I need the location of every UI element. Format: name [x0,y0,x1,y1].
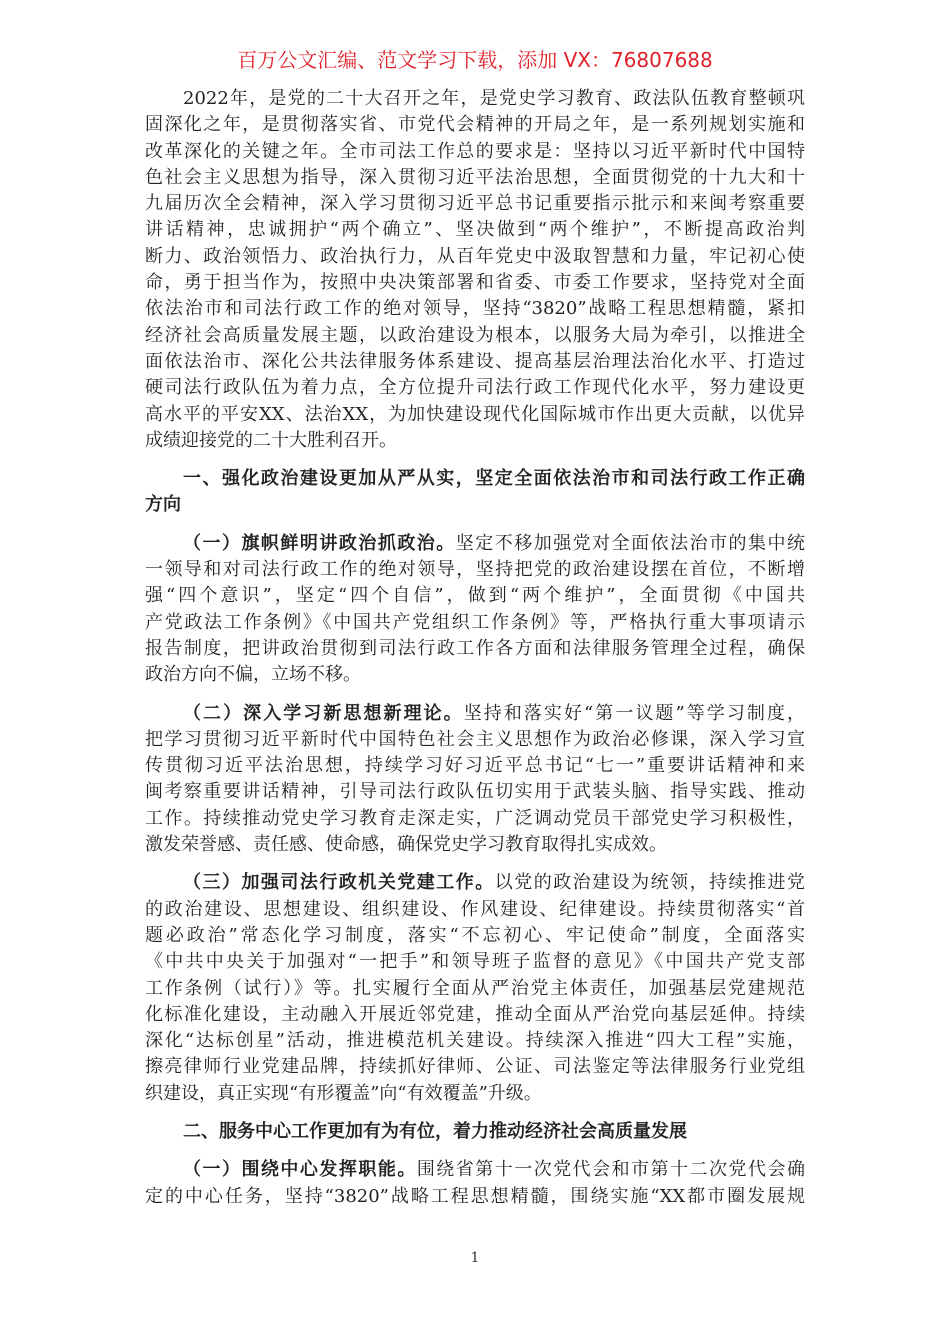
line-text: 围绕省第十一次党代会和市第十二次党代会确 [416,1159,806,1181]
text-line [145,583,805,609]
text-line [145,531,805,557]
text-line [145,701,805,727]
line-text: 工作条例（试行）》等。扎实履行全面从严治党主体责任，加强基层党建规范 [145,977,805,999]
text-line [145,165,805,191]
line-text: 二、服务中心工作更加有为有位，着力推动经济社会高质量发展 [183,1120,687,1142]
section-heading [145,466,805,519]
line-text: 题必政治”常态化学习制度，落实“不忘初心、牢记使命”制度，全面落实 [145,924,805,946]
line-text: 化标准化建设，主动融入开展近邻党建，推动全面从严治党向基层延伸。持续 [145,1003,805,1025]
text-line [145,923,805,949]
text-line [145,1157,805,1183]
text-line [145,806,805,832]
page-number: 1 [470,1250,480,1266]
line-text: 方向 [145,494,181,516]
line-text: 成绩迎接党的二十大胜利召开。 [145,429,397,451]
text-line [145,349,805,375]
line-text: 九届历次全会精神，深入学习贯彻习近平总书记重要指示批示和来闽考察重要 [145,193,805,215]
text-line [145,832,805,858]
text-line [145,1028,805,1054]
line-text: 织建设，真正实现“有形覆盖”向“有效覆盖”升级。 [145,1082,542,1104]
line-text: 擦亮律师行业党建品牌，持续抓好律师、公证、司法鉴定等法律服务行业党组 [145,1056,805,1078]
text-line [145,870,805,896]
line-text: 强“四个意识”，坚定“四个自信”，做到“两个维护”，全面贯彻《中国共 [145,585,805,607]
document-body [145,86,805,1222]
text-line [145,112,805,138]
paragraph-lead: （一）围绕中心发挥职能。 [183,1159,417,1181]
line-text: 一领导和对司法行政工作的绝对领导，坚持把党的政治建设摆在首位，不断增 [145,559,805,581]
line-text: 深化“达标创星”活动，推进模范机关建设。持续深入推进“四大工程”实施， [145,1030,805,1052]
text-line [145,191,805,217]
text-line [145,1184,805,1210]
text-line [145,270,805,296]
text-line [145,727,805,753]
text-line [145,323,805,349]
paragraph [145,1157,805,1210]
text-line [145,976,805,1002]
text-line [145,662,805,688]
text-line [145,897,805,923]
watermark-banner: 百万公文汇编、范文学习下载，添加 VX：76807688 [237,48,713,72]
text-line [145,557,805,583]
paragraph-lead: （三）加强司法行政机关党建工作。 [183,872,495,894]
line-text: 传贯彻习近平法治思想，持续学习好习近平总书记“七一”重要讲话精神和来 [145,755,805,777]
line-text: 坚持和落实好“第一议题”等学习制度， [463,702,805,724]
line-text: 硬司法行政队伍为着力点，全方位提升司法行政工作现代化水平，努力建设更 [145,377,805,399]
paragraph-lead: （二）深入学习新思想新理论。 [183,702,464,724]
text-line [145,217,805,243]
text-line [145,139,805,165]
section-heading [145,1119,805,1145]
paragraph [145,86,805,454]
text-line [145,610,805,636]
line-text: 讲话精神，忠诚拥护“两个确立”、坚决做到“两个维护”，不断提高政治判 [145,219,805,241]
line-text: 经济社会高质量发展主题，以政治建设为根本，以服务大局为牵引，以推进全 [145,324,805,346]
line-text: 政治方向不偏，立场不移。 [145,664,361,686]
line-text: 2022年，是党的二十大召开之年，是党史学习教育、政法队伍教育整顿巩 [183,88,805,109]
text-line [145,1054,805,1080]
line-text: 报告制度，把讲政治贯彻到司法行政工作各方面和法律服务管理全过程，确保 [145,637,805,659]
line-text: 激发荣誉感、责任感、使命感，确保党史学习教育取得扎实成效。 [145,834,667,856]
line-text: 工作。持续推动党史学习教育走深走实，广泛调动党员干部党史学习积极性， [145,807,805,829]
line-text: 产党政法工作条例》《中国共产党组织工作条例》等，严格执行重大事项请示 [145,611,805,633]
line-text: 把学习贯彻习近平新时代中国特色社会主义思想作为政治必修课，深入学习宣 [145,728,805,750]
line-text: 《中共中央关于加强对“一把手”和领导班子监督的意见》《中国共产党支部 [145,951,805,973]
line-text: 一、强化政治建设更加从严从实，坚定全面依法治市和司法行政工作正确 [183,468,805,490]
line-text: 坚定不移加强党对全面依法治市的集中统 [455,532,806,554]
text-line [145,402,805,428]
text-line [145,492,805,518]
line-text: 改革深化的关键之年。全市司法工作总的要求是：坚持以习近平新时代中国特 [145,140,805,162]
text-line [145,244,805,270]
text-line [145,466,805,492]
line-text: 闽考察重要讲话精神，引导司法行政队伍切实用于武装头脑、指导实践、推动 [145,781,805,803]
line-text: 固深化之年，是贯彻落实省、市党代会精神的开局之年，是一系列规划实施和 [145,114,805,136]
paragraph-lead: （一）旗帜鲜明讲政治抓政治。 [183,532,456,554]
text-line [145,1081,805,1107]
paragraph [145,531,805,689]
text-line [145,296,805,322]
text-line [145,375,805,401]
paragraph [145,701,805,859]
text-line [145,949,805,975]
text-line [145,753,805,779]
line-text: 依法治市和司法行政工作的绝对领导，坚持“3820”战略工程思想精髓，紧扣 [145,298,805,320]
line-text: 高水平的平安XX、法治XX，为加快建设现代化国际城市作出更大贡献，以优异 [145,403,805,425]
line-text: 面依法治市、深化公共法律服务体系建设、提高基层治理法治化水平、打造过 [145,350,805,372]
line-text: 的政治建设、思想建设、组织建设、作风建设、纪律建设。持续贯彻落实“首 [145,898,805,920]
text-line [145,636,805,662]
text-line [145,1119,805,1145]
line-text: 以党的政治建设为统领，持续推进党 [494,872,806,894]
line-text: 色社会主义思想为指导，深入贯彻习近平法治思想，全面贯彻党的十九大和十 [145,166,805,188]
line-text: 命，勇于担当作为，按照中央决策部署和省委、市委工作要求，坚持党对全面 [145,272,805,294]
text-line [145,1002,805,1028]
text-line [145,86,805,112]
paragraph [145,870,805,1107]
text-line [145,428,805,454]
line-text: 定的中心任务，坚持“3820”战略工程思想精髓，围绕实施“XX都市圈发展规 [145,1185,805,1207]
line-text: 断力、政治领悟力、政治执行力，从百年党史中汲取智慧和力量，牢记初心使 [145,245,805,267]
text-line [145,779,805,805]
